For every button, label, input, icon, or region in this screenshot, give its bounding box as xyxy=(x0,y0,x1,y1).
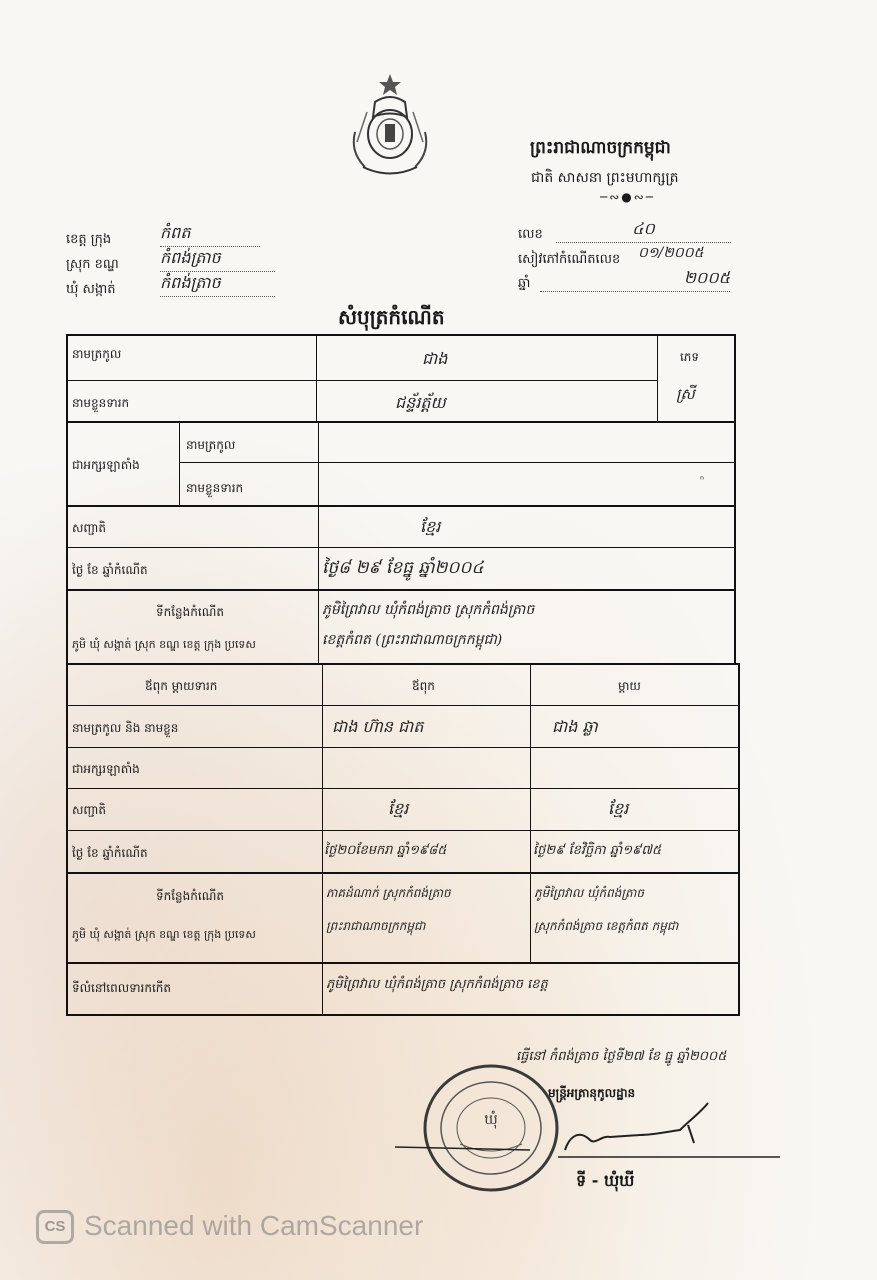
kingdom-heading: ព្រះរាជាណាចក្រកម្ពុជា xyxy=(530,138,671,158)
ornament-divider: ─∾●∾─ xyxy=(600,190,656,204)
commune-value: កំពង់ត្រាច xyxy=(160,272,275,297)
district-value: កំពង់ត្រាច xyxy=(160,247,275,272)
father-column-label: ឪពុក xyxy=(412,679,435,693)
pob-label: ទីកន្លែងកំណើត xyxy=(156,605,224,619)
book-number-value: ០១/២០០៥ xyxy=(638,245,704,261)
father-nationality-value: ខ្មែរ xyxy=(388,799,409,818)
nationality-value: ខ្មែរ xyxy=(420,517,441,536)
father-name-value: ជាង ហ៊ាន ជាត xyxy=(332,717,424,736)
mother-dob-value: ថ្ងៃ២៩ ខែវិច្ឆិកា ឆ្នាំ១៩៧៥ xyxy=(533,843,662,858)
residence-label: ទីលំនៅពេលទារកកើត xyxy=(72,981,172,995)
camscanner-logo: CS xyxy=(36,1210,74,1244)
parent-latin-label: ជាអក្សរឡាតាំង xyxy=(72,762,140,776)
book-number-label: សៀវភៅកំណើតលេខ xyxy=(518,252,621,267)
latin-mark: ⁿ xyxy=(700,475,704,486)
parent-pob-sub-label: ភូមិ ឃុំ សង្កាត់ ស្រុក ខណ្ឌ ខេត្ត ក្រុង ប្រទេស xyxy=(72,928,256,941)
document-title: សំបុត្រកំណើត xyxy=(338,305,445,329)
dob-label: ថ្ងៃ ខែ ឆ្នាំកំណើត xyxy=(72,563,148,577)
mother-pob-line1: ភូមិព្រៃវាល ឃុំកំពង់ត្រាច xyxy=(534,886,644,900)
pob-value-line2: ខេត្តកំពត (ព្រះរាជាណាចក្រកម្ពុជា) xyxy=(322,632,503,648)
national-motto: ជាតិ សាសនា ព្រះមហាក្សត្រ xyxy=(531,170,679,186)
father-pob-line2: ព្រះរាជាណាចក្រកម្ពុជា xyxy=(326,919,426,933)
parent-dob-label: ថ្ងៃ ខែ ឆ្នាំកំណើត xyxy=(72,846,148,860)
nationality-label: សញ្ជាតិ xyxy=(72,521,107,535)
stamp-text: ឃុំ xyxy=(484,1112,498,1128)
sex-label: ភេទ xyxy=(680,350,700,364)
registry-number-label: លេខ xyxy=(518,227,543,242)
given-name-label: នាមខ្លួនទារក xyxy=(72,396,130,410)
officer-role: មន្ត្រីអត្រានុកូលដ្ឋាន xyxy=(548,1086,636,1100)
parents-header-label: ឪពុក ម្តាយទារក xyxy=(145,679,218,693)
mother-name-value: ជាង ឆ្លា xyxy=(552,717,598,736)
province-label: ខេត្ត ក្រុង xyxy=(66,232,112,247)
district-label: ស្រុក ខណ្ឌ xyxy=(66,257,119,272)
pob-value-line1: ភូមិព្រៃវាល ឃុំកំពង់ត្រាច ស្រុកកំពង់ត្រាច xyxy=(322,602,535,618)
province-value: កំពត xyxy=(160,222,260,247)
given-name-value: ជន្ទ័រត្ត័យ xyxy=(395,393,446,412)
father-dob-value: ថ្ងៃ២០ខែមករា ឆ្នាំ១៩៨៥ xyxy=(324,843,447,858)
father-pob-line1: ភាគដំណាក់ ស្រុកកំពង់ត្រាច xyxy=(326,886,451,900)
signer-name: ទី - ឃុំឃី xyxy=(576,1171,635,1190)
issue-date-line: ធ្វើនៅ កំពង់ត្រាច ថ្ងៃទី២៧ ខែ ធ្នូ ឆ្នាំ២០០៥ xyxy=(516,1049,727,1064)
parent-nationality-label: សញ្ជាតិ xyxy=(72,803,107,817)
surname-value: ជាង xyxy=(422,349,448,368)
surname-label: នាមត្រកូល xyxy=(72,347,122,361)
mother-pob-line2: ស្រុកកំពង់ត្រាច ខេត្តកំពត កម្ពុជា xyxy=(534,919,679,933)
parent-pob-label: ទីកន្លែងកំណើត xyxy=(156,889,224,903)
signature-icon xyxy=(390,1095,780,1165)
residence-value: ភូមិព្រៃវាល ឃុំកំពង់ត្រាច ស្រុកកំពង់ត្រាច ខេត្ត xyxy=(326,977,548,992)
registry-year-label: ឆ្នាំ xyxy=(518,276,531,291)
latin-given-label: នាមខ្លួនទារក xyxy=(186,481,244,495)
commune-label: ឃុំ សង្កាត់ xyxy=(66,282,116,297)
parent-name-label: នាមត្រកូល និង នាមខ្លួន xyxy=(72,721,179,735)
mother-nationality-value: ខ្មែរ xyxy=(608,799,629,818)
registry-year-value: ២០០៥ xyxy=(540,267,730,292)
mother-column-label: ម្តាយ xyxy=(618,679,641,693)
latin-surname-label: នាមត្រកូល xyxy=(186,438,236,452)
registry-number-value: ៤០ xyxy=(556,218,731,243)
latin-label: ជាអក្សរឡាតាំង xyxy=(72,458,140,472)
sex-value: ស្រី xyxy=(676,385,695,403)
pob-sub-label: ភូមិ ឃុំ សង្កាត់ ស្រុក ខណ្ឌ ខេត្ត ក្រុង ប្រទេស xyxy=(72,638,256,651)
royal-emblem-icon xyxy=(345,72,435,182)
scanner-watermark: Scanned with CamScanner xyxy=(84,1210,424,1241)
dob-value: ថ្ងៃ៨ ២៩ ខែធ្នូ ឆ្នាំ២០០៤ xyxy=(322,558,484,578)
